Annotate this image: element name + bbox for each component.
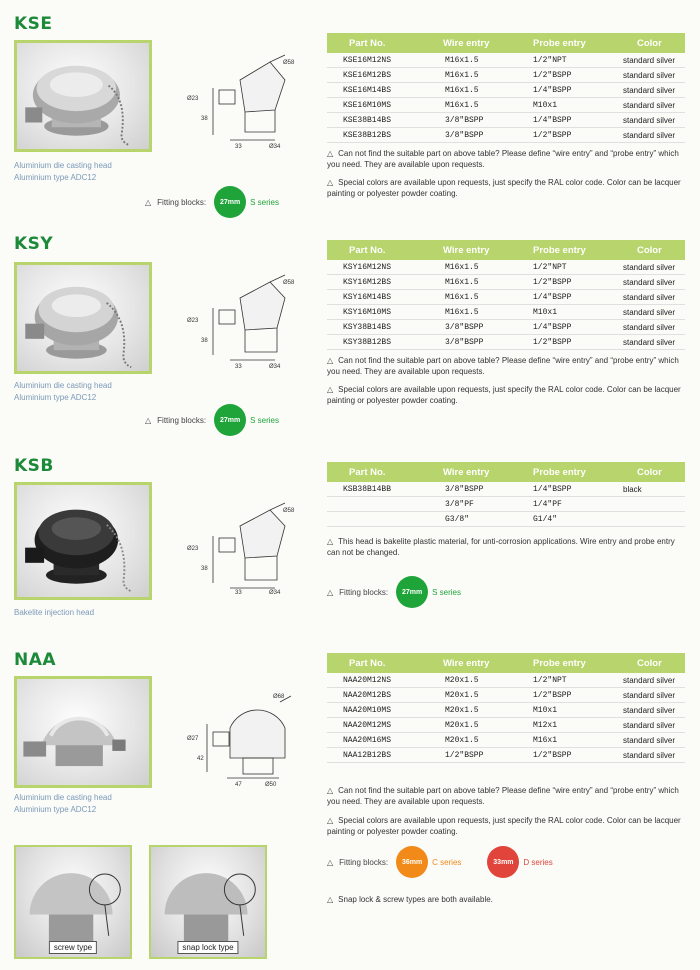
- ksb-table: [327, 462, 685, 527]
- table-row: KSY16M12NS M16x1.5 1/2"NPT standard silver: [327, 260, 685, 275]
- triangle-icon: △: [327, 895, 334, 904]
- table-row: NAA20M10MS M20x1.5 M10x1 standard silver: [327, 703, 685, 718]
- kse-dim-top: Ø58: [283, 60, 295, 66]
- table-row: KSE16M10MS M16x1.5 M10x1 standard silver: [327, 98, 685, 113]
- ksy-dim-height: 38: [201, 338, 208, 344]
- triangle-icon: △: [327, 816, 334, 825]
- header-part-no: Part No.: [349, 37, 386, 49]
- ksb-dim-bottom: 33: [235, 590, 242, 596]
- series-title-naa: NAA: [14, 650, 57, 670]
- fitting-series-d-label: D series: [523, 857, 553, 867]
- header-color: Color: [637, 37, 662, 49]
- naa-caption-1: Aluminium die casting head: [14, 793, 112, 802]
- ksy-fitting-blocks: [145, 404, 279, 436]
- snap-lock-type-photo: [149, 845, 267, 959]
- screw-type-photo: [14, 845, 132, 959]
- triangle-icon: △: [327, 356, 334, 365]
- naa-dim-left: Ø27: [187, 736, 199, 742]
- ksb-dim-top: Ø58: [283, 508, 295, 514]
- fitting-36mm-badge: 36mm: [396, 846, 428, 878]
- triangle-icon: △: [327, 587, 334, 597]
- ksy-caption-2: Aluminium type ADC12: [14, 393, 97, 402]
- ksy-note-not-found: △ Can not find the suitable part on above table? Please define “wire entry” and “probe entry” which you need. They are available upon requests.: [327, 356, 679, 376]
- naa-drawing: [185, 688, 305, 788]
- ksb-head-image: [17, 485, 149, 597]
- fitting-series-c-label: C series: [432, 857, 462, 867]
- header-wire-entry: Wire entry: [443, 37, 490, 49]
- ksy-drawing: [185, 270, 305, 370]
- triangle-icon: △: [327, 385, 334, 394]
- triangle-icon: △: [327, 786, 334, 795]
- kse-drawing: [185, 50, 305, 150]
- table-row: KSY38B14BS 3/8"BSPP 1/4"BSPP standard silver: [327, 320, 685, 335]
- table-header: Part No. Wire entry Probe entry Color: [327, 653, 685, 673]
- fitting-label: Fitting blocks:: [339, 857, 389, 867]
- triangle-icon: △: [327, 857, 334, 867]
- snap-lock-type-label: snap lock type: [177, 941, 238, 954]
- naa-head-image: [17, 679, 149, 785]
- table-row: 3/8"PF 1/4"PF: [327, 497, 685, 512]
- naa-dim-bottom: 47: [235, 782, 242, 788]
- ksy-table: [327, 240, 685, 350]
- triangle-icon: △: [327, 178, 334, 187]
- table-row: KSE16M14BS M16x1.5 1/4"BSPP standard silver: [327, 83, 685, 98]
- ksb-dim-height: 38: [201, 566, 208, 572]
- fitting-series-label: S series: [250, 415, 279, 425]
- fitting-27mm-badge: 27mm: [214, 404, 246, 436]
- table-row: KSE38B12BS 3/8"BSPP 1/2"BSPP standard silver: [327, 128, 685, 143]
- ksy-note-colors: △ Special colors are available upon requests, just specify the RAL color code. Color can be lacquer painting or polyester powder coating.: [327, 385, 681, 405]
- ksy-dim-base: Ø34: [269, 364, 281, 370]
- ksb-dim-left: Ø23: [187, 546, 199, 552]
- kse-head-image: [17, 43, 149, 149]
- fitting-label: Fitting blocks:: [157, 415, 207, 425]
- ksb-note: △ This head is bakelite plastic material, for unti-corrosion applications. Wire entry and probe entry can not be changed.: [327, 537, 675, 557]
- ksb-photo: [14, 482, 152, 600]
- kse-photo: [14, 40, 152, 152]
- header-probe-entry: Probe entry: [533, 37, 586, 49]
- fitting-label: Fitting blocks:: [157, 197, 207, 207]
- series-title-kse: KSE: [14, 14, 53, 34]
- naa-note-not-found: △ Can not find the suitable part on above table? Please define “wire entry” and “probe entry” which you need. They are available upon requests.: [327, 786, 679, 806]
- table-row: KSY16M10MS M16x1.5 M10x1 standard silver: [327, 305, 685, 320]
- kse-caption-1: Aluminium die casting head: [14, 161, 112, 170]
- triangle-icon: △: [145, 415, 152, 425]
- screw-type-label: screw type: [49, 941, 97, 954]
- ksy-head-image: [17, 265, 149, 371]
- table-row: KSB38B14BB 3/8"BSPP 1/4"BSPP black: [327, 482, 685, 497]
- table-row: KSE16M12BS M16x1.5 1/2"BSPP standard silver: [327, 68, 685, 83]
- fitting-series-label: S series: [432, 587, 461, 597]
- table-row: KSY16M14BS M16x1.5 1/4"BSPP standard silver: [327, 290, 685, 305]
- naa-dim-top: Ø68: [273, 694, 285, 700]
- triangle-icon: △: [145, 197, 152, 207]
- series-title-ksy: KSY: [14, 234, 54, 254]
- ksy-caption-1: Aluminium die casting head: [14, 381, 112, 390]
- fitting-33mm-badge: 33mm: [487, 846, 519, 878]
- table-row: KSY38B12BS 3/8"BSPP 1/2"BSPP standard silver: [327, 335, 685, 350]
- naa-dim-base: Ø50: [265, 782, 277, 788]
- naa-photo: [14, 676, 152, 788]
- kse-dim-base: Ø34: [269, 144, 281, 150]
- ksy-dim-left: Ø23: [187, 318, 199, 324]
- naa-fitting-blocks: [327, 846, 553, 878]
- table-header: Part No. Wire entry Probe entry Color: [327, 462, 685, 482]
- table-row: NAA20M12NS M20x1.5 1/2"NPT standard silver: [327, 673, 685, 688]
- ksb-drawing: [185, 498, 305, 598]
- table-row: NAA20M16MS M20x1.5 M16x1 standard silver: [327, 733, 685, 748]
- table-row: NAA12B12BS 1/2"BSPP 1/2"BSPP standard silver: [327, 748, 685, 763]
- kse-table: [327, 33, 685, 143]
- triangle-icon: △: [327, 537, 334, 546]
- naa-table: [327, 653, 685, 763]
- table-header: [327, 33, 685, 53]
- naa-caption-2: Aluminium type ADC12: [14, 805, 97, 814]
- ksb-dim-base: Ø34: [269, 590, 281, 596]
- kse-dim-bottom: 33: [235, 144, 242, 150]
- fitting-27mm-badge: 27mm: [214, 186, 246, 218]
- table-row: KSY16M12BS M16x1.5 1/2"BSPP standard silver: [327, 275, 685, 290]
- table-row: NAA20M12MS M20x1.5 M12x1 standard silver: [327, 718, 685, 733]
- table-row: KSE16M12NS M16x1.5 1/2"NPT standard silver: [327, 53, 685, 68]
- series-title-ksb: KSB: [14, 456, 54, 476]
- table-header: Part No. Wire entry Probe entry Color: [327, 240, 685, 260]
- naa-note-colors: △ Special colors are available upon requests, just specify the RAL color code. Color can be lacquer painting or polyester powder coating.: [327, 816, 681, 836]
- fitting-label: Fitting blocks:: [339, 587, 389, 597]
- kse-caption-2: Aluminium type ADC12: [14, 173, 97, 182]
- ksy-dim-bottom: 33: [235, 364, 242, 370]
- ksb-fitting-blocks: [327, 576, 461, 608]
- naa-dim-height: 42: [197, 756, 204, 762]
- kse-dim-height: 38: [201, 116, 208, 122]
- ksy-photo: [14, 262, 152, 374]
- fitting-series-label: S series: [250, 197, 279, 207]
- kse-note-colors: △ Special colors are available upon requests, just specify the RAL color code. Color can be lacquer painting or polyester powder coating.: [327, 178, 681, 198]
- table-row: KSE38B14BS 3/8"BSPP 1/4"BSPP standard silver: [327, 113, 685, 128]
- kse-dim-left: Ø23: [187, 96, 199, 102]
- kse-fitting-blocks: [145, 186, 279, 218]
- ksb-caption-1: Bakelite injection head: [14, 608, 95, 617]
- kse-note-not-found: △ Can not find the suitable part on above table? Please define “wire entry” and “probe entry” which you need. They are available upon requests.: [327, 149, 679, 169]
- ksy-dim-top: Ø58: [283, 280, 295, 286]
- naa-note-lock: △ Snap lock & screw types are both available.: [327, 895, 493, 904]
- table-row: NAA20M12BS M20x1.5 1/2"BSPP standard silver: [327, 688, 685, 703]
- fitting-27mm-badge: 27mm: [396, 576, 428, 608]
- triangle-icon: △: [327, 149, 334, 158]
- table-row: G3/8" G1/4": [327, 512, 685, 527]
